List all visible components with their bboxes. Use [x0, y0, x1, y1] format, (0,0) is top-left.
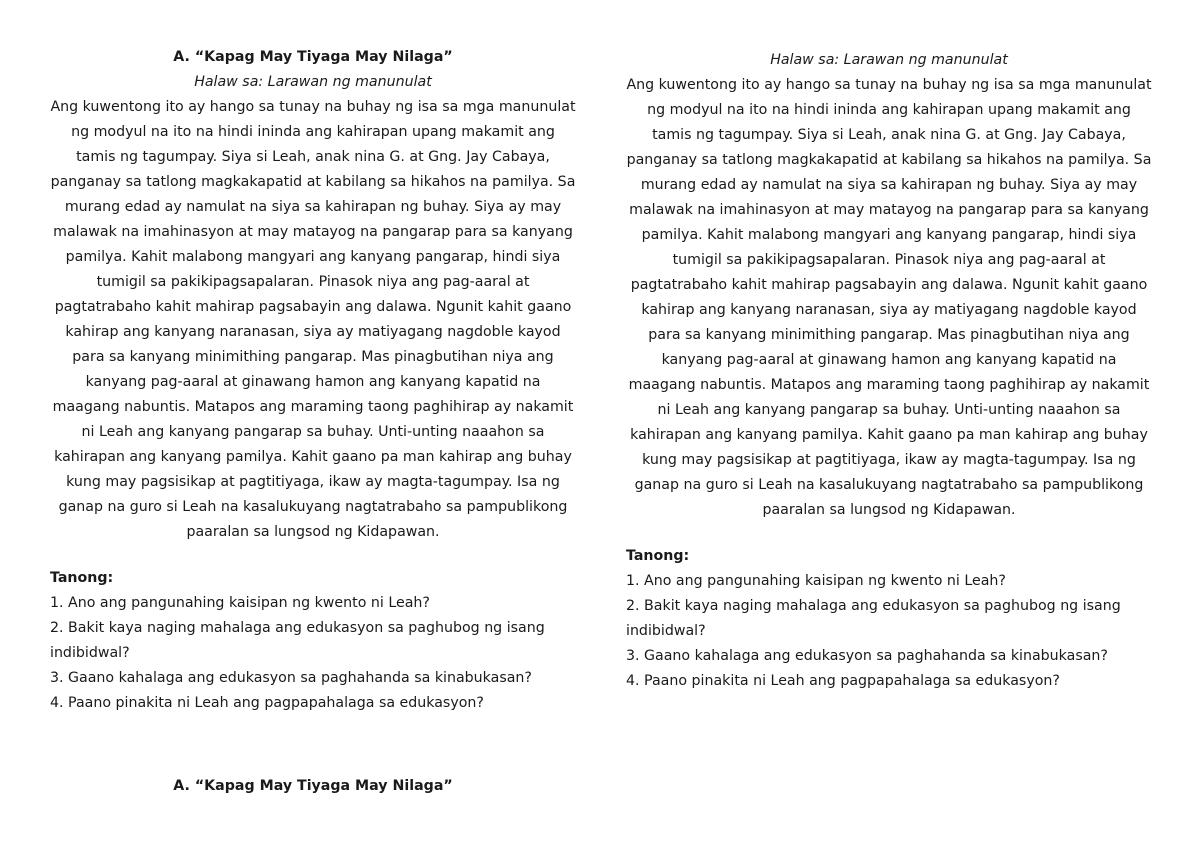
question-item: 2. Bakit kaya naging mahalaga ang edukasyon sa paghubog ng isang indibidwal? [626, 598, 1121, 639]
story-body: Ang kuwentong ito ay hango sa tunay na buhay ng isa sa mga manunulat ng modyul na ito na hindi ininda ang kahirapan upang makamit ang tamis ng tagumpay. Siya si Leah, anak nina G. at Gng. Jay Cabaya, panganay sa tatlong magkakapatid at kabilang sa hikahos na pamilya. Sa murang edad ay namulat na siya sa kahirapan ng buhay. Siya ay may malawak na imahinasyon at may matayog na pangarap para sa kanyang pamilya. Kahit malabong mangyari ang kanyang pangarap, hindi siya tumigil sa pakikipagsapalaran. Pinasok niya ang pag-aaral at pagtatrabaho kahit mahirap pagsabayin ang dalawa. Ngunit kahit gaano kahirap ang kanyang naranasan, siya ay matiyagang nagdoble kayod para sa kanyang minimithing pangarap. Mas pinagbutihan niya ang kanyang pag-aaral at ginawang hamon ang kanyang kapatid na maagang nabuntis. Matapos ang maraming taong paghihirap ay nakamit ni Leah ang kanyang pangarap sa buhay. Unti-unting naaahon sa kahirapan ang kanyang pamilya. Kahit gaano pa man kahirap ang buhay kung may pagsisikap at pagtitiyaga, ikaw ay magta-tagumpay. Isa ng ganap na guro si Leah na kasalukuyang nagtatrabaho sa pampublikong paaralan sa lungsod ng Kidapawan. [50, 99, 576, 540]
questions-heading: Tanong: [626, 548, 690, 564]
questions-list [50, 591, 576, 716]
question-item: 1. Ano ang pangunahing kaisipan ng kwento ni Leah? [626, 573, 1006, 589]
story-body: Ang kuwentong ito ay hango sa tunay na buhay ng isa sa mga manunulat ng modyul na ito na hindi ininda ang kahirapan upang makamit ang tamis ng tagumpay. Siya si Leah, anak nina G. at Gng. Jay Cabaya, panganay sa tatlong magkakapatid at kabilang sa hikahos na pamilya. Sa murang edad ay namulat na siya sa kahirapan ng buhay. Siya ay may malawak na imahinasyon at may matayog na pangarap para sa kanyang pamilya. Kahit malabong mangyari ang kanyang pangarap, hindi siya tumigil sa pakikipagsapalaran. Pinasok niya ang pag-aaral at pagtatrabaho kahit mahirap pagsabayin ang dalawa. Ngunit kahit gaano kahirap ang kanyang naranasan, siya ay matiyagang nagdoble kayod para sa kanyang minimithing pangarap. Mas pinagbutihan niya ang kanyang pag-aaral at ginawang hamon ang kanyang kapatid na maagang nabuntis. Matapos ang maraming taong paghihirap ay nakamit ni Leah ang kanyang pangarap sa buhay. Unti-unting naaahon sa kahirapan ang kanyang pamilya. Kahit gaano pa man kahirap ang buhay kung may pagsisikap at pagtitiyaga, ikaw ay magta-tagumpay. Isa ng ganap na guro si Leah na kasalukuyang nagtatrabaho sa pampublikong paaralan sa lungsod ng Kidapawan. [626, 77, 1152, 518]
story-source: Halaw sa: Larawan ng manunulat [194, 74, 432, 90]
right-column [626, 48, 1152, 694]
question-item: 3. Gaano kahalaga ang edukasyon sa paghahanda sa kinabukasan? [626, 648, 1108, 664]
questions-heading: Tanong: [50, 570, 114, 586]
question-item: 2. Bakit kaya naging mahalaga ang edukasyon sa paghubog ng isang indibidwal? [50, 620, 545, 661]
bottom-story-title: A. “Kapag May Tiyaga May Nilaga” [173, 778, 453, 794]
question-item: 4. Paano pinakita ni Leah ang pagpapahalaga sa edukasyon? [50, 695, 484, 711]
question-item: 3. Gaano kahalaga ang edukasyon sa paghahanda sa kinabukasan? [50, 670, 532, 686]
story-title: A. “Kapag May Tiyaga May Nilaga” [173, 49, 453, 65]
story-source: Halaw sa: Larawan ng manunulat [770, 52, 1008, 68]
question-item: 1. Ano ang pangunahing kaisipan ng kwento ni Leah? [50, 595, 430, 611]
left-column [50, 45, 576, 716]
question-item: 4. Paano pinakita ni Leah ang pagpapahalaga sa edukasyon? [626, 673, 1060, 689]
questions-list [626, 569, 1152, 694]
